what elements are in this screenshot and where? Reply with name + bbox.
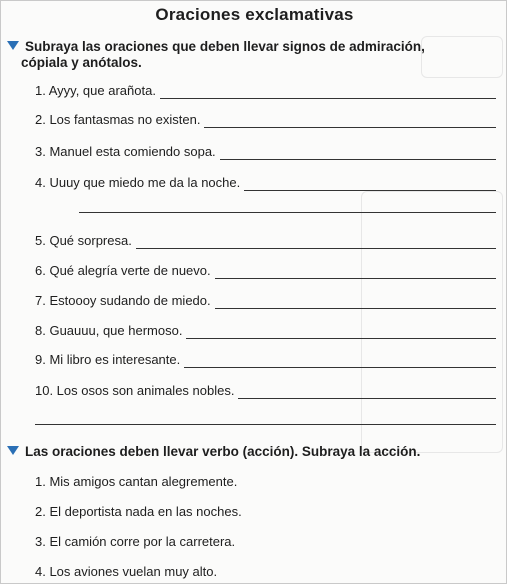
page-title: Oraciones exclamativas	[155, 5, 354, 24]
section1-instruction: Subraya las oraciones que deben llevar signos de admiración, cópiala y anótalos.	[7, 39, 425, 71]
answer-line[interactable]	[204, 116, 496, 128]
answer-line[interactable]	[215, 297, 496, 309]
verb-item-4[interactable]: 4. Los aviones vuelan muy alto.	[35, 564, 218, 579]
section2-instruction: Las oraciones deben llevar verbo (acción). Subraya la acción.	[7, 444, 420, 460]
exercise-item-3: 3. Manuel esta comiendo sopa.	[35, 144, 496, 160]
exercise-item-6: 6. Qué alegría verte de nuevo.	[35, 263, 496, 279]
exercise-item-10: 10. Los osos son animales nobles.	[35, 383, 496, 399]
answer-line[interactable]	[238, 387, 496, 399]
bleed-through-box	[421, 36, 503, 78]
exercise-item-2: 2. Los fantasmas no existen.	[35, 112, 496, 128]
answer-line[interactable]	[184, 356, 496, 368]
answer-line[interactable]	[215, 267, 496, 279]
bleed-through-panel	[361, 191, 503, 453]
exercise-item-9: 9. Mi libro es interesante.	[35, 352, 496, 368]
exercise-item-7: 7. Estoooy sudando de miedo.	[35, 293, 496, 309]
exercise-item-5: 5. Qué sorpresa.	[35, 233, 496, 249]
answer-line[interactable]	[220, 148, 496, 160]
answer-line[interactable]	[186, 327, 496, 339]
section1-instruction-line2: cópiala y anótalos.	[21, 55, 142, 70]
answer-line[interactable]	[244, 179, 496, 191]
triangle-bullet-icon	[7, 41, 19, 50]
exercise-item-8: 8. Guauuu, que hermoso.	[35, 323, 496, 339]
answer-line[interactable]	[160, 87, 496, 99]
answer-line-continuation[interactable]	[79, 212, 496, 213]
exercise-item-1: 1. Ayyy, que arañota.	[35, 83, 496, 99]
verb-item-1[interactable]: 1. Mis amigos cantan alegremente.	[35, 474, 238, 489]
exercise-item-4: 4. Uuuy que miedo me da la noche.	[35, 175, 496, 191]
triangle-bullet-icon	[7, 446, 19, 455]
answer-line-continuation[interactable]	[35, 424, 496, 425]
verb-item-3[interactable]: 3. El camión corre por la carretera.	[35, 534, 236, 549]
verb-item-2[interactable]: 2. El deportista nada en las noches.	[35, 504, 242, 519]
answer-line[interactable]	[136, 237, 496, 249]
